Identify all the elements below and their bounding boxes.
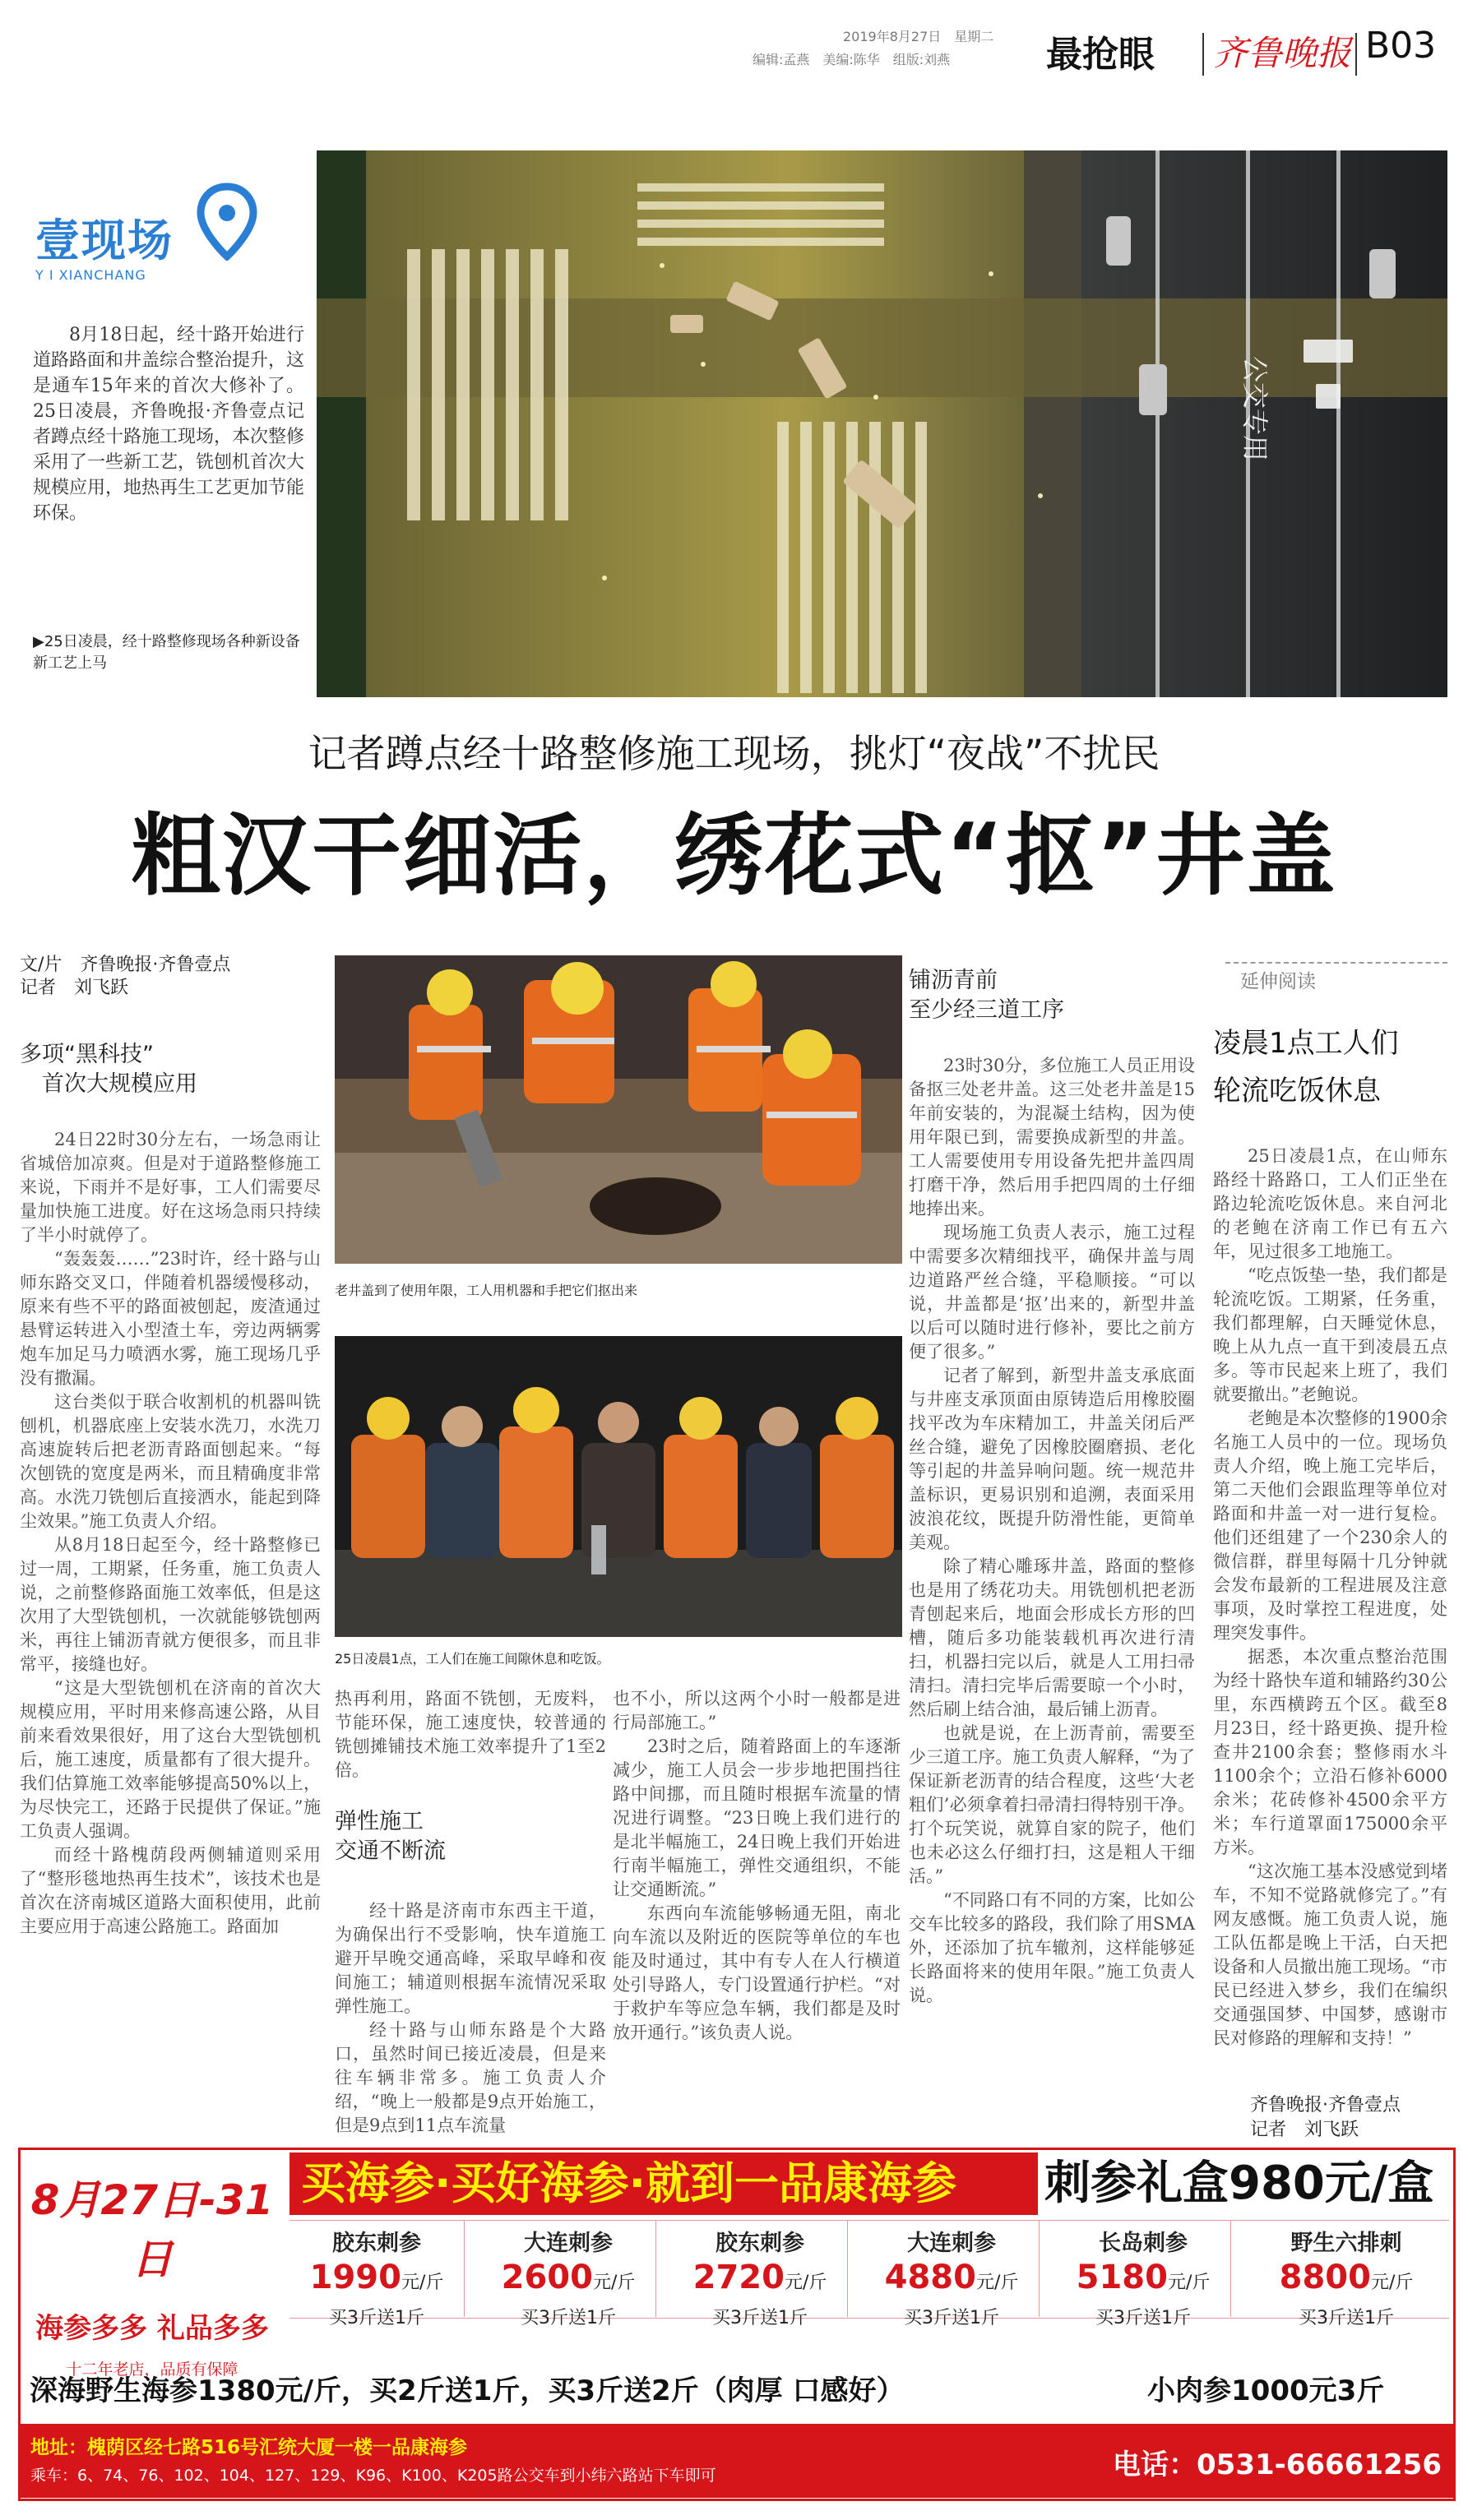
ad-shop-note: 十二年老店，品质有保障 [66, 2360, 238, 2379]
editor-credits: 编辑:孟燕 美编:陈华 组版:刘燕 [753, 52, 951, 67]
col2-subheading: 弹性施工 交通不断流 [335, 1809, 446, 1864]
ad-slogan: 海参多多 礼品多多 [35, 2312, 269, 2345]
workers-manhole-art [335, 955, 902, 1264]
sidebar-signature: 齐鲁晚报·齐鲁壹点 记者 刘飞跃 [1250, 2095, 1401, 2140]
ad-product-5: 长岛刺参 5180元/斤 买3斤送1斤 [1056, 2220, 1231, 2317]
intro-text: 8月18日起，经十路开始进行道路路面和井盖综合整治提升，这是通车15年来的首次大修补了。25日凌晨，齐鲁晚报·齐鲁壹点记者蹲点经十路施工现场，本次整修采用了一些新工艺，铣刨机首次大规模应用，地热再生工艺更加节能环保。 [33, 325, 305, 524]
workers-resting-photo [335, 1336, 902, 1637]
aerial-photo-art [317, 150, 1447, 697]
workers-manhole-photo [335, 955, 902, 1264]
column-brand [35, 206, 174, 283]
col1-subheading: 多项“黑科技” 首次大规模应用 [20, 1042, 197, 1097]
ad-product-3: 胶东刺参 2720元/斤 买3斤送1斤 [673, 2220, 848, 2317]
byline: 文/片 齐鲁晚报·齐鲁壹点 记者 刘飞跃 [20, 955, 231, 998]
col3-body: 也不小，所以这两个小时一般都是进行局部施工。” 23时之后，随着路面上的车逐渐减少，施工人员会一步步地把围挡往路中间挪，而且随时根据车流量的情况进行调整。“23日晚上我们进行的是北半幅施工，24日晚上我们开始进行南半幅施工，弹性交通组织，不能让交通断流。” 东西向车流能够畅通无阻，南北向车流以及附近的医院等单位的车也能及时通过，其中有专人在人行横道处引导路人，专门设置通行护栏。“对于救护车等应急车辆，我们都是及时放开通行。”该负责人说。 [613, 1689, 901, 2042]
sidebar-top-rule [1225, 962, 1447, 964]
ad-bus-info: 乘车：6、74、76、102、104、127、129、K96、K100、K205路公交车到小纬六路站下车即可 [30, 2467, 716, 2485]
top-photo-caption: ▶25日凌晨，经十路整修现场各种新设备新工艺上马 [33, 633, 300, 672]
newspaper-brand: 齐鲁晚报 [1213, 33, 1352, 73]
issue-date: 2019年8月27日 星期二 [843, 29, 994, 44]
ad-deep-sea-offer: 深海野生海参1380元/斤，买2斤送1斤，买3斤送2斤（肉厚 口感好） [30, 2374, 905, 2407]
ad-address: 地址：槐荫区经七路516号汇统大厦一楼一品康海参 [30, 2437, 468, 2458]
ad-footer-bar [21, 2424, 1453, 2498]
ad-headline: 买海参·买好海参·就到一品康海参 [301, 2157, 957, 2209]
sidebar-tag: 延伸阅读 [1240, 971, 1316, 992]
headline-main: 粗汉干细活，绣花式“抠”井盖 [131, 805, 1337, 908]
ad-dates: 8月27日-31日 [30, 2176, 274, 2283]
col4-body: 23时30分，多位施工人员正用设备抠三处老井盖。这三处老井盖是15年前安装的，为混凝土结构，因为使用年限已到，需要换成新型的井盖。工人需要使用专用设备先把井盖四周打磨干净，然后用手把四周的土仔细地捧出来。 现场施工负责人表示，施工过程中需要多次精细找平，确保井盖与周边道路严丝合缝，平稳顺接。“可以说，井盖都是‘抠’出来的，新型井盖以后可以随时进行修补，要比之前方便了很多。” 记者了解到，新型井盖支承底面与井座支承顶面由原铸造后用橡胶圈找平改为车床精加工，井盖关闭后严丝合缝，避免了因橡胶圈磨损、老化等引起的井盖异响问题。统一规范井盖标识，更易识别和追溯，表面采用波浪花纹，既提升防滑性能，更简单美观。 除了精心雕琢井盖，路面的整修也是用了绣花功夫。用铣刨机把老沥青刨起来后，地面会形成长方形的凹槽，随后多功能装载机再次进行清扫，机器扫完以后，就是人工用扫帚清扫。清扫完毕后需要晾一个小时，然后刷上结合油，最后铺上沥青。 也就是说，在上沥青前，需要至少三道工序。施工负责人解释，“为了保证新老沥青的结合程度，这些‘大老粗们’必须拿着扫帚清扫得特别干净。打个玩笑说，就算自家的院子，他们也未必这么仔细打扫，这是粗人干细活。” “不同路口有不同的方案，比如公交车比较多的路段，我们除了用SMA外，还添加了抗车辙剂，这样能够延长路面将来的使用年限。”施工负责人说。 [909, 1056, 1195, 2005]
ad-product-2: 大连刺参 2600元/斤 买3斤送1斤 [481, 2220, 656, 2317]
ad-gift-box: 刺参礼盒980元/盒 [1044, 2157, 1434, 2210]
ad-headline-bar [289, 2152, 1038, 2215]
location-pin-icon [194, 183, 260, 264]
col1-body: 24日22时30分左右，一场急雨让省城倍加凉爽。但是对于道路整修施工来说，下雨并不是好事，工人们需要尽量加快施工进度。好在这场急雨只持续了半小时就停了。 “轰轰轰……”23时许，经十路与山师东路交叉口，伴随着机器缓慢移动，原来有些不平的路面被刨起，废渣通过悬臂运转进入小型渣土车，旁边两辆雾炮车加足马力喷洒水雾，施工现场几乎没有撒漏。 这台类似于联合收割机的机器叫铣刨机，机器底座上安装水洗刀，水洗刀高速旋转后把老沥青路面刨起来。“每次刨铣的宽度是两米，而且精确度非常高。水洗刀铣刨后直接洒水，能起到降尘效果。”施工负责人介绍。 从8月18日起至今，经十路整修已过一周，工期紧，任务重，施工负责人说，之前整修路面施工效率低，但是这次用了大型铣刨机，一次就能够铣刨两米，再往上铺沥青就方便很多，而且非常平，接缝也好。 “这是大型铣刨机在济南的首次大规模应用，平时用来修高速公路，从目前来看效果很好，用了这台大型铣刨机后，施工速度，质量都有了很大提升。我们估算施工效率能够提高50%以上，为尽快完工，还路于民提供了保证。”施工负责人强调。 而经十路槐荫段两侧辅道则采用了“整形毯地热再生技术”，该技术也是首次在济南城区道路大面积使用，此前主要应用于高速公路施工。路面加 [20, 1130, 321, 1936]
ad-product-1: 胶东刺参 1990元/斤 买3斤送1斤 [289, 2220, 465, 2317]
photo1-caption: 老井盖到了使用年限，工人用机器和手把它们抠出来 [335, 1283, 638, 1298]
section-name: 最抢眼 [1046, 34, 1155, 76]
headline-kicker: 记者蹲点经十路整修施工现场，挑灯“夜战”不扰民 [308, 732, 1160, 777]
aerial-photo [317, 150, 1447, 697]
road-marking: 公交专用 [1239, 356, 1271, 462]
ad-product-6: 野生六排刺 8800元/斤 买3斤送1斤 [1279, 2231, 1414, 2328]
ad-phone: 电话：0531-66661256 [1113, 2448, 1442, 2481]
page-number: B03 [1365, 25, 1437, 67]
header-divider [1202, 33, 1204, 76]
col4-subheading: 铺沥青前 至少经三道工序 [909, 968, 1064, 1023]
ad-product-4: 大连刺参 4880元/斤 买3斤送1斤 [864, 2220, 1040, 2317]
photo2-caption: 25日凌晨1点，工人们在施工间隙休息和吃饭。 [335, 1651, 610, 1667]
column-brand-title: 壹现场 [35, 215, 174, 266]
col2-body-top: 热再利用，路面不铣刨，无废料，节能环保，施工速度快，较普通的铣刨摊铺技术施工效率提升了1至2倍。 [335, 1689, 606, 1780]
col2-body: 经十路是济南市东西主干道，为确保出行不受影响，快车道施工避开早晚交通高峰，采取早峰和夜间施工；辅道则根据车流情况采取弹性施工。 经十路与山师东路是个大路口，虽然时间已接近凌晨，但是来往车辆非常多。施工负责人介绍，“晚上一般都是9点开始施工，但是9点到11点车流量 [335, 1901, 606, 2135]
sidebar-body: 25日凌晨1点，在山师东路经十路路口，工人们正坐在路边轮流吃饭休息。来自河北的老鲍在济南工作已有五六年，见过很多工地施工。 “吃点饭垫一垫，我们都是轮流吃饭。工期紧，任务重，我们都理解，白天睡觉休息，晚上从九点一直干到凌晨五点多。等市民起来上班了，我们就要撤出。”老鲍说。 老鲍是本次整修的1900余名施工人员中的一位。现场负责人介绍，晚上施工完毕后，第二天他们会跟监理等单位对路面和井盖一对一进行复检。他们还组建了一个230余人的微信群，群里每隔十几分钟就会发布最新的工程进展及注意事项，及时掌控工程进度，处理突发事件。 据悉，本次重点整治范围为经十路快车道和辅路约30公里，东西横跨五个区。截至8月23日，经十路更换、提升检查井2100余套；整修雨水斗1100余个；立沿石修补6000余米；花砖修补4500余平方米；车行道罩面175000余平方米。 “这次施工基本没感觉到堵车，不知不觉路就修完了。”有网友感慨。施工负责人说，施工队伍都是晚上干活，白天把设备和人员撤出施工现场。“市民已经进入梦乡，我们在编织交通强国梦、中国梦，感谢市民对修路的理解和支持！” [1213, 1146, 1447, 2048]
ad-small-offer: 小肉参1000元3斤 [1147, 2374, 1385, 2407]
ad-dates-block [25, 2154, 280, 2379]
header-divider-2 [1355, 33, 1357, 76]
sidebar-title: 凌晨1点工人们 轮流吃饭休息 [1213, 1027, 1399, 1107]
column-brand-pinyin: Y I XIANCHANG [35, 267, 146, 283]
workers-resting-art [335, 1336, 902, 1637]
